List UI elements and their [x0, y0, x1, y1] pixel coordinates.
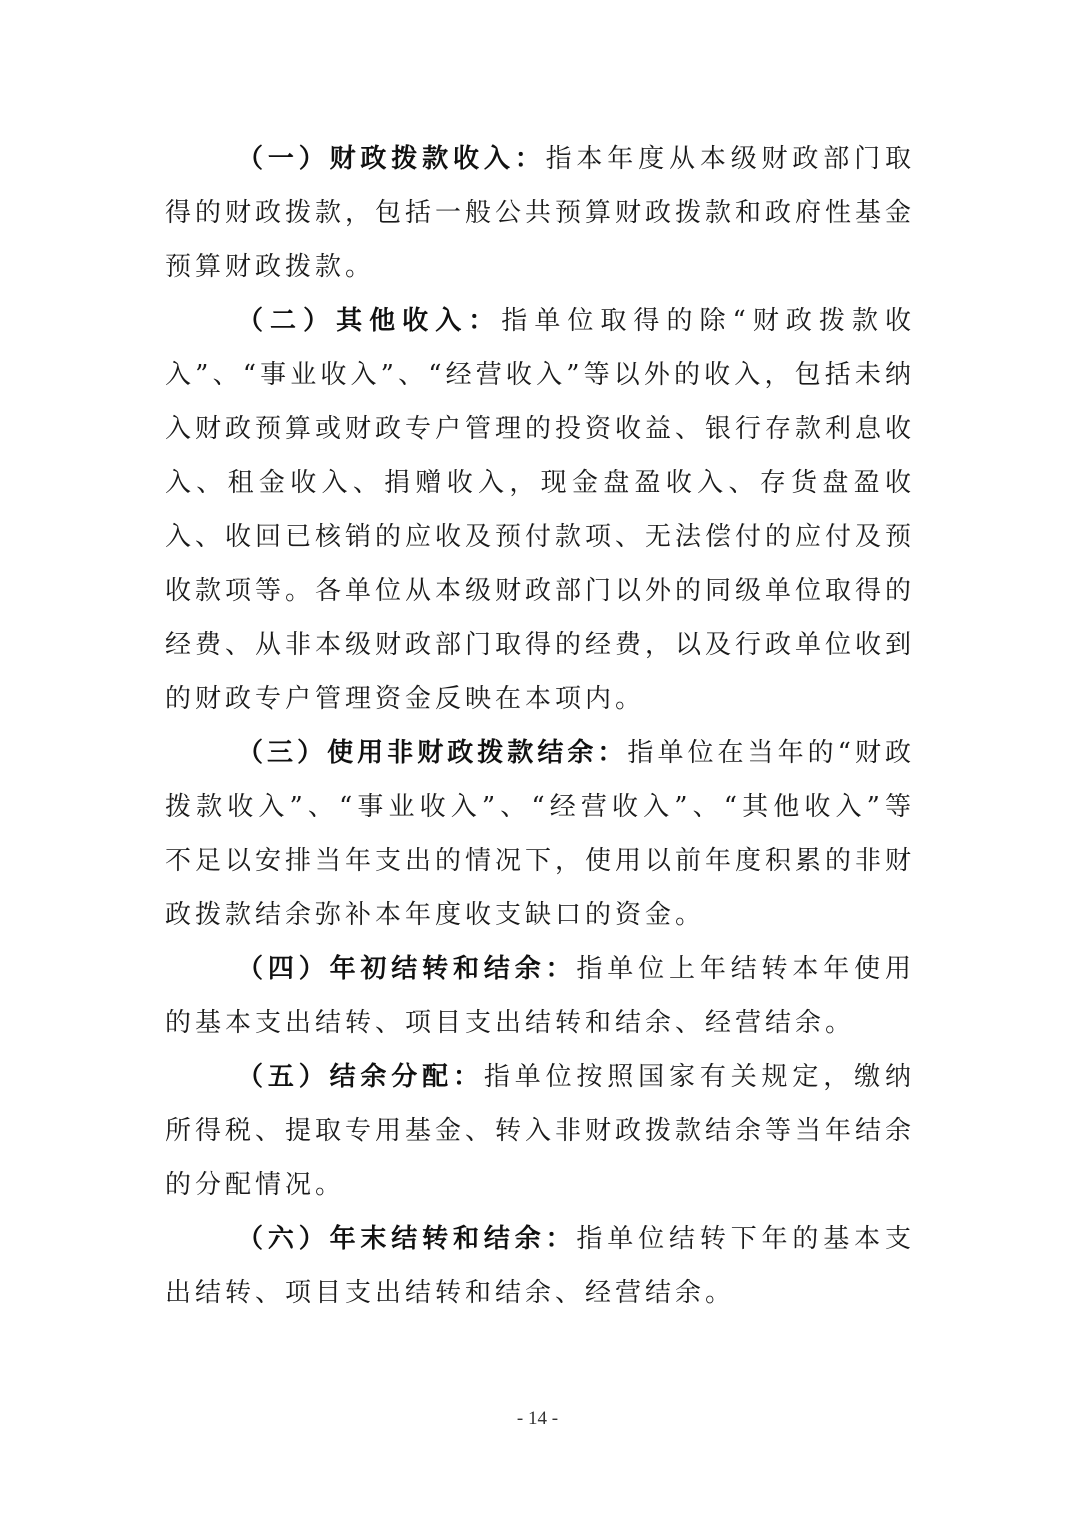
- paragraph-heading: （四）年初结转和结余：: [237, 954, 577, 984]
- paragraph-closing-carryover: [165, 1212, 915, 1320]
- document-body: [165, 132, 915, 1320]
- paragraph-text: 指单位结转下年的基本支出结转、项目支出结转和结余、经营结余。: [165, 1224, 915, 1308]
- page-number: - 14 -: [516, 1408, 559, 1429]
- paragraph-text: 指本年度从本级财政部门取得的财政拨款，包括一般公共预算财政拨款和政府性基金预算财政拨款。: [165, 144, 916, 282]
- paragraph-text: 指单位取得的除“财政拨款收入”、“事业收入”、“经营收入”等以外的收入，包括未纳入财政预算或财政专户管理的投资收益、银行存款利息收入、租金收入、捐赠收入，现金盘盈收入、存货盘盈收入、收回已核销的应收及预付款项、无法偿付的应付及预收款项等。各单位从本级财政部门以外的同级单位取得的经费、从非本级财政部门取得的经费，以及行政单位收到的财政专户管理资金反映在本项内。: [165, 306, 916, 714]
- paragraph-opening-carryover: [165, 942, 915, 1050]
- paragraph-heading: （三）使用非财政拨款结余：: [237, 738, 628, 768]
- paragraph-other-income: [165, 294, 915, 726]
- paragraph-non-fiscal-balance-use: [165, 726, 915, 942]
- paragraph-heading: （六）年末结转和结余：: [237, 1224, 577, 1254]
- paragraph-heading: （二）其他收入：: [237, 306, 502, 336]
- paragraph-surplus-distribution: [165, 1050, 915, 1212]
- paragraph-text: 指单位上年结转本年使用的基本支出结转、项目支出结转和结余、经营结余。: [165, 954, 915, 1038]
- paragraph-text: 指单位在当年的“财政拨款收入”、“事业收入”、“经营收入”、“其他收入”等不足以安排当年支出的情况下，使用以前年度积累的非财政拨款结余弥补本年度收支缺口的资金。: [165, 738, 916, 930]
- paragraph-heading: （一）财政拨款收入：: [237, 144, 546, 174]
- paragraph-fiscal-appropriation-income: [165, 132, 915, 294]
- paragraph-heading: （五）结余分配：: [237, 1062, 484, 1092]
- paragraph-text: 指单位按照国家有关规定，缴纳所得税、提取专用基金、转入非财政拨款结余等当年结余的分配情况。: [165, 1062, 916, 1200]
